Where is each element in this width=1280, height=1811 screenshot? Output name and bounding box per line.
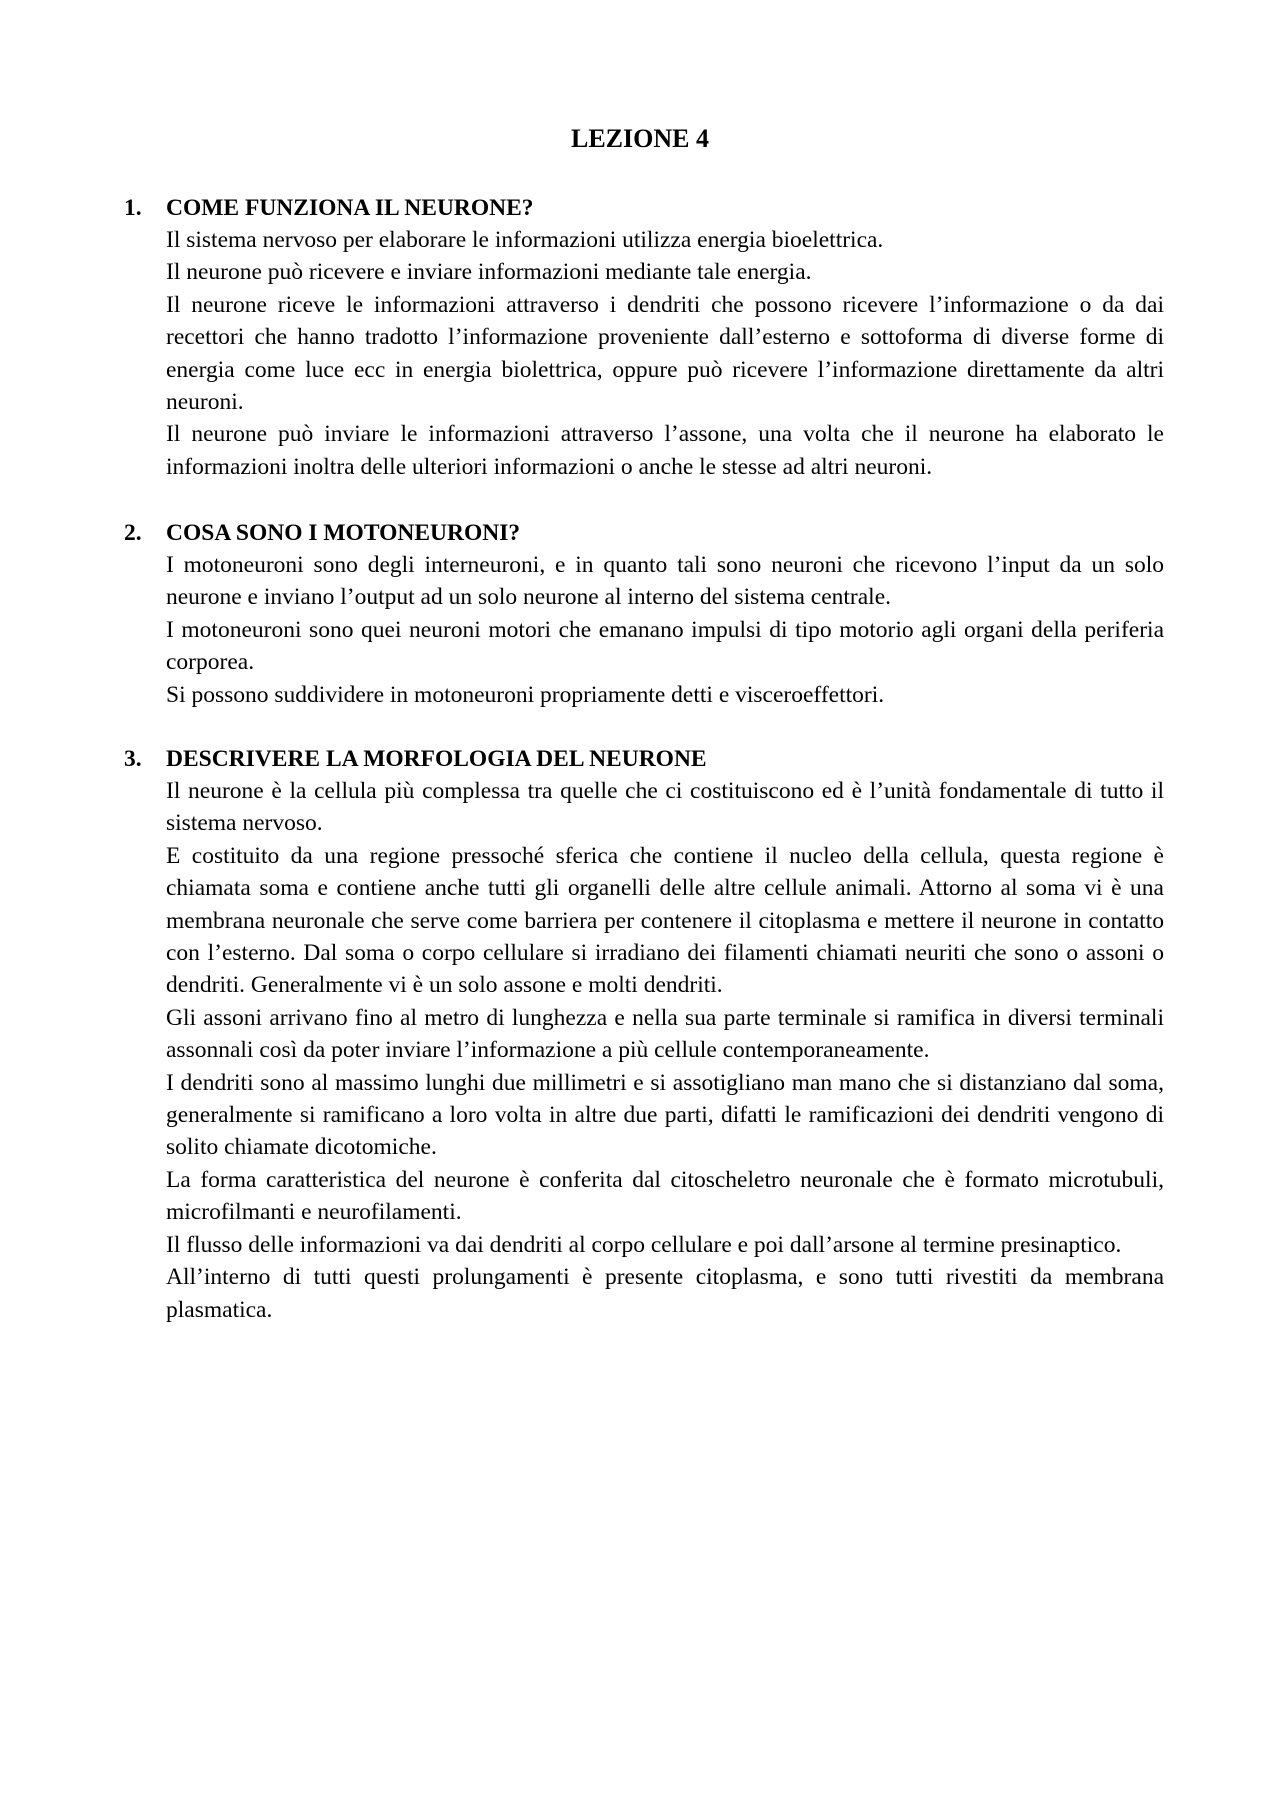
section-body	[166, 549, 1164, 711]
section-body	[166, 775, 1164, 1326]
paragraph: I motoneuroni sono degli interneuroni, e in quanto tali sono neuroni che ricevono l’input da un solo neurone e inviano l’output ad un solo neurone al interno del sistema centrale.	[166, 552, 1164, 611]
paragraph: Il neurone può inviare le informazioni attraverso l’assone, una volta che il neurone ha elaborato le informazioni inoltra delle ulteriori informazioni o anche le stesse ad altri neuroni.	[166, 421, 1164, 480]
section-heading	[124, 517, 1164, 549]
paragraph: Il flusso delle informazioni va dai dendriti al corpo cellulare e poi dall’arsone al termine presinaptico.	[166, 1231, 1122, 1258]
paragraph: Il neurone è la cellula più complessa tra quelle che ci costituiscono ed è l’unità fondamentale di tutto il sistema nervoso.	[166, 778, 1164, 837]
section-number: 1.	[124, 195, 142, 221]
section-number: 2.	[124, 520, 142, 546]
section-body	[166, 224, 1164, 483]
paragraph: E costituito da una regione pressoché sferica che contiene il nucleo della cellula, questa regione è chiamata soma e contiene anche tutti gli organelli delle altre cellule animali. Attorno al soma vi è una membrana neuronale che serve come barriera per contenere il citoplasma e mettere il neurone in contatto con l’esterno. Dal soma o corpo cellulare si irradiano dei filamenti chiamati neuriti che sono o assoni o dendriti. Generalmente vi è un solo assone e molti dendriti.	[166, 842, 1164, 999]
paragraph: Gli assoni arrivano fino al metro di lunghezza e nella sua parte terminale si ramifica in diversi terminali assonnali così da poter inviare l’informazione a più cellule contemporaneamente.	[166, 1004, 1164, 1064]
section-2	[124, 517, 1164, 711]
paragraph: Si possono suddividere in motoneuroni propriamente detti e visceroeffettori.	[166, 681, 885, 708]
section-title: COSA SONO I MOTONEURONI?	[166, 520, 521, 546]
paragraph: Il neurone può ricevere e inviare informazioni mediante tale energia.	[166, 259, 812, 286]
section-1	[124, 192, 1164, 483]
section-heading	[124, 743, 1164, 775]
section-3	[124, 743, 1164, 1326]
paragraph: I dendriti sono al massimo lunghi due millimetri e si assotigliano man mano che si distanziano dal soma, generalmente si ramificano a loro volta in altre due parti, difatti le ramificazioni dei dendriti vengono di solito chiamate dicotomiche.	[166, 1069, 1164, 1161]
paragraph: Il neurone riceve le informazioni attraverso i dendriti che possono ricevere l’informazione o da dai recettori che hanno tradotto l’informazione proveniente dall’esterno e sottoforma di diverse forme di energia come luce ecc in energia biolettrica, oppure può ricevere l’informazione direttamente da altri neuroni.	[166, 291, 1164, 416]
paragraph: All’interno di tutti questi prolungamenti è presente citoplasma, e sono tutti rivestiti da membrana plasmatica.	[166, 1264, 1164, 1323]
section-heading	[124, 192, 1164, 224]
section-title: DESCRIVERE LA MORFOLOGIA DEL NEURONE	[166, 746, 707, 772]
section-title: COME FUNZIONA IL NEURONE?	[166, 195, 534, 221]
page-title: LEZIONE 4	[571, 124, 709, 153]
section-number: 3.	[124, 746, 142, 772]
paragraph: Il sistema nervoso per elaborare le informazioni utilizza energia bioelettrica.	[166, 227, 884, 253]
paragraph: I motoneuroni sono quei neuroni motori che emanano impulsi di tipo motorio agli organi della periferia corporea.	[166, 616, 1164, 676]
paragraph: La forma caratteristica del neurone è conferita dal citoscheletro neuronale che è formato microtubuli, microfilmanti e neurofilamenti.	[166, 1166, 1164, 1226]
